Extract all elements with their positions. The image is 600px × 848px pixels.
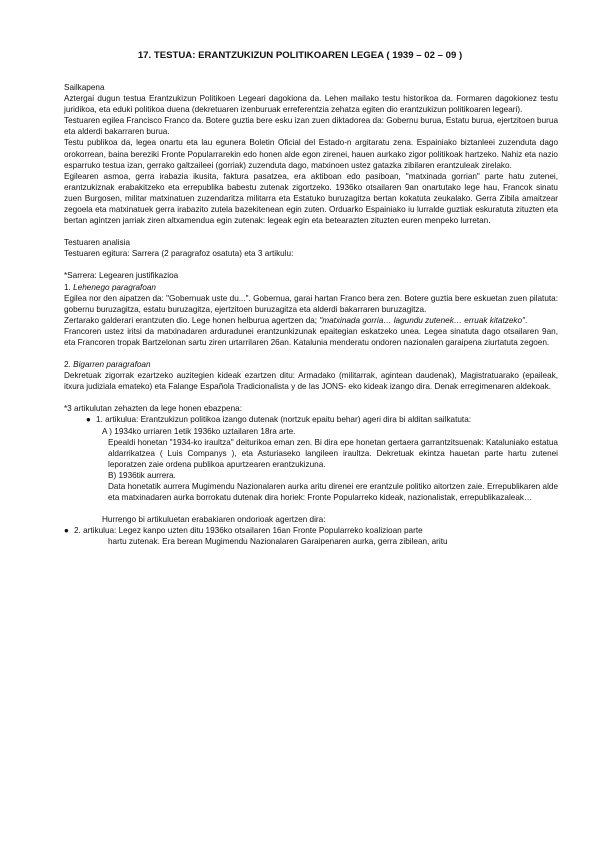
paragraph: Egilea nor den aipatzen da: "Gobernuak uste du...". Gobernua, garai hartan Franco bera zen. Botere guztia bere eskuetan zuen pilatuta: gobernu buruzagitza, estatu buruzagitza, ejertzitoen buruzagitza eta alderdi bakarraren buruzagitza.: [64, 293, 558, 314]
paragraph: Data honetatik aurrera Mugimendu Nazionalaren aurka aritu direnei ere erantzule politiko aitortzen zaie. Errepublikaren alde eta matxinadaren aurka borrokatu dutenak dira horiek: Fronte Popularreko kideak, nazionalistak, errepublikazaleak…: [108, 482, 558, 503]
structure-line: Testuaren egitura: Sarrera (2 paragrafoz osatuta) eta 3 artikulu:: [64, 249, 294, 259]
list-item-article-2: [64, 525, 558, 536]
subheading-number: 2.: [64, 360, 71, 370]
subheading-paragraph-1: [64, 282, 558, 293]
period-a: A ) 1934ko urriaren 1etik 1936ko uztailaren 18ra arte.: [102, 426, 296, 436]
articles-intro: *3 artikulutan zehazten da lege honen ebazpena:: [64, 404, 242, 414]
list-item-text: 1. artikulua: Erantzukizun politikoa izango dutenak (nortzuk epaitu behar) ageri dira bi alditan sailkatuta:: [96, 415, 472, 425]
period-b: B) 1936tik aurrera.: [108, 470, 176, 480]
subheading-number: 1.: [64, 282, 71, 292]
sarrera-line: *Sarrera: Legearen justifikazioa: [64, 271, 179, 281]
paragraph: [64, 315, 558, 326]
document-title: 17. TESTUA: ERANTZUKIZUN POLITIKOAREN LEGEA ( 1939 – 02 – 09 ): [137, 50, 463, 61]
subheading-title: Bigarren paragrafoan: [73, 360, 151, 370]
list-item-article-1: [64, 414, 558, 425]
list-item-text: 2. artikulua: Legez kanpo uzten ditu 1936ko otsailaren 16an Fronte Popularreko koalizioan parte: [74, 526, 423, 536]
paragraph: Epealdi honetan "1934-ko iraultza" deiturikoa eman zen. Bi dira epe honetan gertaera garrantzitsuenak: Kataluniako estatua aldarrikatzea ( Luis Companys ), eta Asturiaseko langileen iraultza. Dekretuak ekintza hauetan parte hartu zutenei leporatzen zaie ordena publikoa apurtzearen erantzukizuna.: [108, 437, 558, 469]
paragraph: Egilearen asmoa, gerra irabazia ikusita, faktura pasatzea, era aktiboan edo pasiboan, "matxinada gorrian" parte hatu zutenei, erantzukiznak erabakitzeko eta errepublika babestu zutenak zigortzeko. 1936ko otsailaren 9an onartutako lege hau, Francok sinatu zuen Burgosen, militar matxinatuen zuzendaritza militarra eta Estatuko buruzagitza bertan kokatuta zeukalako. Gerra Zibila amaitzear zegoela eta matxinatuek gerra irabazito zutela bazekitenean egin zuten. Orduarko Espainiako iu lurralde guztiak eskuratuta zituzten eta bertan agintzen jarriak ziren altxamenduа egin zutenak: legeak egin eta betearazten zituzten euren menpeko lurretan.: [64, 171, 558, 226]
paragraph: Testu publikoa da, legea onartu eta lau egunera Boletin Oficial del Estado-n argitaratu zena. Espainiako biztanleei zuzenduta dago orokorrean, baina bereziki Fronte Popularrarekin edo honen alde egon zirenei, hauen aurkako zigor politikoak hartzeko. Nahiz eta nazio esparruko testua izan, gerrako galtzaileei (gorriak) zuzenduta dago, matxinoen ustez gatazka zibilaren erantzuleak zirelako.: [64, 138, 558, 170]
paragraph: hartu zutenak. Era berean Mugimendu Nazionalaren Garaipenaren aurka, gerra zibilean, aritu: [108, 537, 448, 547]
paragraph: Francoren ustez iritsi da matxinadaren arduradunei erantzunkizunak epaitegian eskatzeko unea. Legea sinatuta dago otsailaren 9an, eta Francoren tropak Bartzelonan sartu ziren urtarrilaren 26an. Katalunia menderatu ondoren nazionalen garaipena ziurtatuta zegoen.: [64, 326, 558, 347]
bullet-icon: ●: [64, 526, 69, 536]
section-heading-analisia: Testuaren analisia: [64, 238, 130, 248]
bullet-icon: ●: [86, 415, 91, 425]
section-heading-sailkapena: Sailkapena: [64, 83, 105, 92]
paragraph: Aztergai dugun testua Erantzukizun Politikoen Legeari dagokiona da. Lehen mailako testu historikoa da. Formaren dagokionez testu juridikoa, eta eduki politikoa duena (dekretuaren izenburuak erreferentzia zehatza egiten dio erantzukizun politikoaren legeari).: [64, 94, 558, 115]
text: .: [524, 315, 528, 325]
document-body: [64, 82, 558, 547]
articles-next-intro: Hurrengo bi artikuluetan erabakiaren ondorioak agertzen dira:: [102, 515, 326, 525]
text: Zertarako galderari erantzuten dio. Lege honen helburua agertzen da;: [64, 315, 320, 325]
paragraph: Testuaren egilea Francisco Franco da. Botere guztia bere esku izan zuen diktadorea da: Gobernu burua, Estatu burua, ejertzitoen burua eta alderdi bakarraren burua.: [64, 116, 558, 137]
subheading-title: Lehenego paragrafoan: [73, 282, 156, 292]
paragraph: Dekretuak zigorrak ezartzeko auzitegien kideak ezartzen ditu: Armadako (militarrak, agintean daudenak), Magistratuarako (epaileak, itxura judiziala emateko) eta Falange Española Tradicionalista y de las JONS- eko kideak izango dira. Denak erregimenaren aldekoak.: [64, 371, 558, 392]
quote: "matxinada gorria… lagundu zutenek… erruak kitatzeko": [319, 315, 525, 325]
subheading-paragraph-2: [64, 359, 558, 370]
